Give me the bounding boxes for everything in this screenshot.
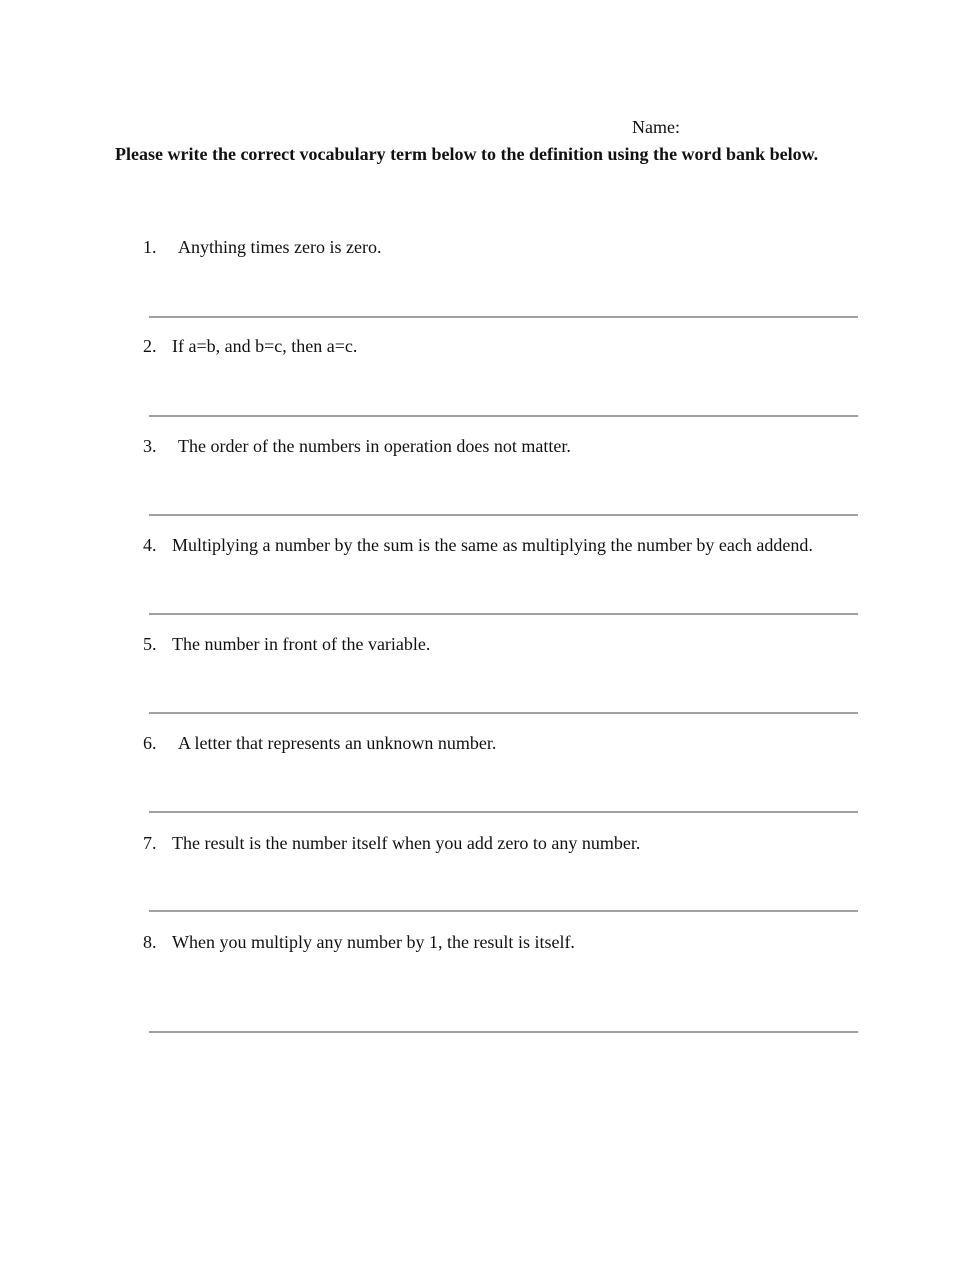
question-8 bbox=[143, 931, 873, 953]
question-text: When you multiply any number by 1, the result is itself. bbox=[172, 932, 575, 952]
answer-line-4[interactable] bbox=[149, 613, 858, 615]
answer-line-2[interactable] bbox=[149, 415, 858, 417]
question-4 bbox=[143, 534, 873, 556]
question-text: A letter that represents an unknown number. bbox=[178, 733, 497, 753]
answer-line-6[interactable] bbox=[149, 811, 858, 813]
question-text: Multiplying a number by the sum is the same as multiplying the number by each addend. bbox=[172, 535, 813, 555]
answer-line-7[interactable] bbox=[149, 910, 858, 912]
question-6 bbox=[143, 732, 873, 754]
answer-line-1[interactable] bbox=[149, 316, 858, 318]
question-number: 2. bbox=[143, 336, 157, 356]
question-number: 1. bbox=[143, 237, 157, 257]
question-2 bbox=[143, 335, 873, 357]
question-number: 6. bbox=[143, 733, 157, 753]
answer-line-5[interactable] bbox=[149, 712, 858, 714]
question-3 bbox=[143, 435, 873, 457]
question-text: The number in front of the variable. bbox=[172, 634, 431, 654]
name-label: Name: bbox=[632, 117, 680, 137]
instructions: Please write the correct vocabulary term below to the definition using the word bank below. bbox=[115, 144, 819, 164]
question-7 bbox=[143, 832, 873, 854]
question-text: The result is the number itself when you add zero to any number. bbox=[172, 833, 641, 853]
question-text: The order of the numbers in operation does not matter. bbox=[178, 436, 571, 456]
question-number: 3. bbox=[143, 436, 157, 456]
question-text: If a=b, and b=c, then a=c. bbox=[172, 336, 358, 356]
question-text: Anything times zero is zero. bbox=[178, 237, 382, 257]
question-number: 8. bbox=[143, 932, 157, 952]
question-5 bbox=[143, 633, 873, 655]
answer-line-3[interactable] bbox=[149, 514, 858, 516]
answer-line-8[interactable] bbox=[149, 1031, 858, 1033]
question-number: 7. bbox=[143, 833, 157, 853]
question-number: 5. bbox=[143, 634, 157, 654]
question-1 bbox=[143, 236, 873, 258]
question-number: 4. bbox=[143, 535, 157, 555]
